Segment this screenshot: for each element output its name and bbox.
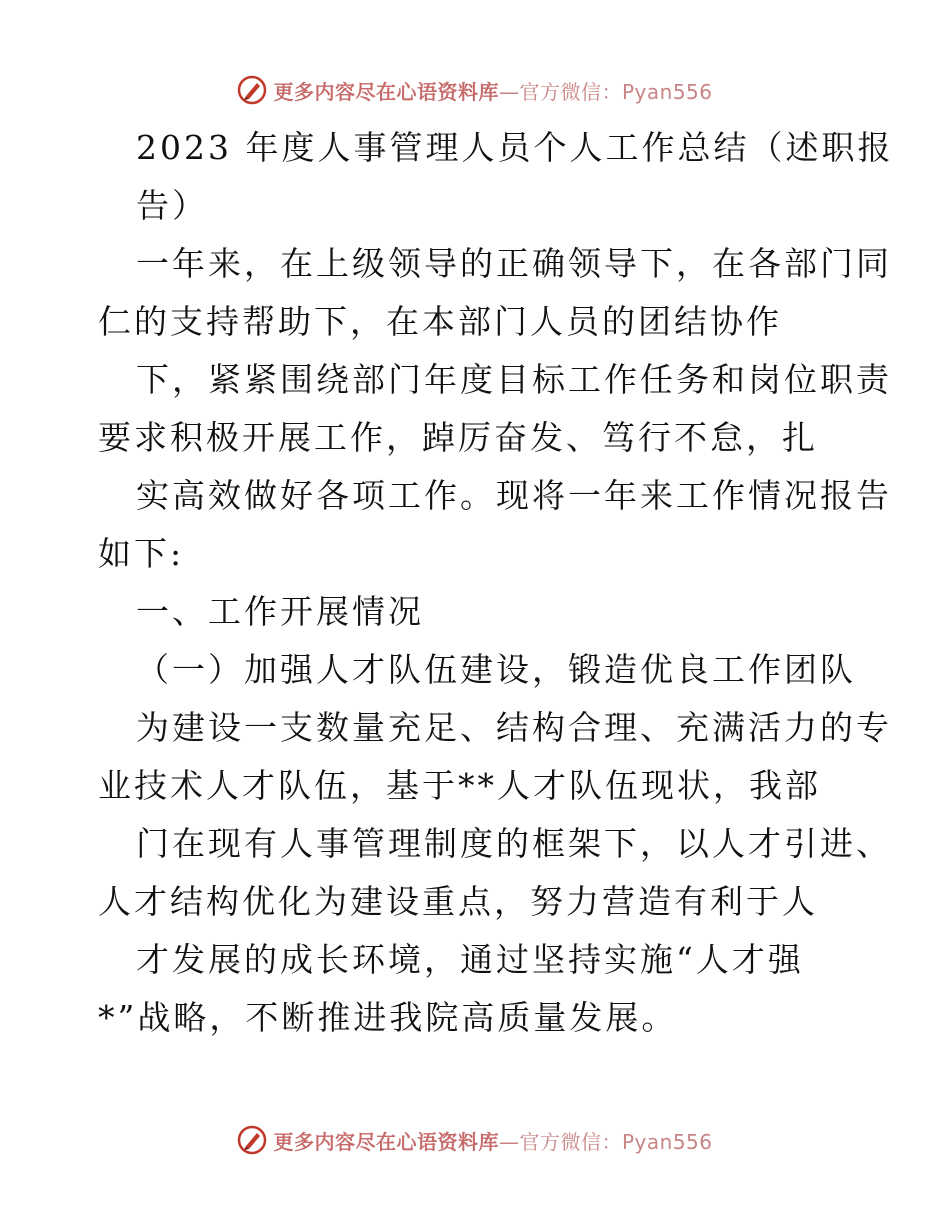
paragraph-line: 为建设一支数量充足、结构合理、充满活力的专 <box>136 708 892 747</box>
paragraph-line: 下，紧紧围绕部门年度目标工作任务和岗位职责 <box>136 360 892 399</box>
section-heading: 一、工作开展情况 <box>136 592 424 631</box>
document-title-line-1: 2023 年度人事管理人员个人工作总结（述职报 <box>136 128 894 167</box>
watermark-site-text: 更多内容尽在心语资料库 <box>273 79 499 104</box>
watermark-banner-bottom <box>0 1120 950 1160</box>
subsection-heading: （一）加强人才队伍建设，锻造优良工作团队 <box>136 650 856 689</box>
document-title-line-2: 告） <box>136 186 208 225</box>
pen-logo-icon <box>237 75 267 105</box>
paragraph-line: 要求积极开展工作，踔厉奋发、笃行不怠，扎 <box>98 418 818 457</box>
watermark-site-text: 更多内容尽在心语资料库 <box>273 1129 499 1154</box>
paragraph-line: 才发展的成长环境，通过坚持实施“人才强 <box>136 940 804 979</box>
watermark-wechat-id: Pyan556 <box>621 79 713 104</box>
paragraph-line: 实高效做好各项工作。现将一年来工作情况报告 <box>136 476 892 515</box>
watermark-wechat-label: 官方微信： <box>519 1129 622 1154</box>
watermark-wechat-id: Pyan556 <box>621 1129 713 1154</box>
watermark-wechat-label: 官方微信： <box>519 79 622 104</box>
paragraph-line: 业技术人才队伍，基于**人才队伍现状，我部 <box>98 766 821 805</box>
paragraph-line: 仁的支持帮助下，在本部门人员的团结协作 <box>98 302 782 341</box>
paragraph-line: *”战略，不断推进我院高质量发展。 <box>98 998 678 1037</box>
watermark-banner-top <box>0 70 950 110</box>
watermark-separator: — <box>498 79 520 104</box>
watermark-text <box>273 1126 712 1155</box>
pen-logo-icon <box>237 1125 267 1155</box>
watermark-text <box>273 76 712 105</box>
watermark-separator: — <box>498 1129 520 1154</box>
paragraph-line: 人才结构优化为建设重点，努力营造有利于人 <box>98 882 818 921</box>
paragraph-line: 门在现有人事管理制度的框架下，以人才引进、 <box>136 824 892 863</box>
paragraph-line: 一年来，在上级领导的正确领导下，在各部门同 <box>136 244 892 283</box>
paragraph-line: 如下: <box>98 534 185 573</box>
